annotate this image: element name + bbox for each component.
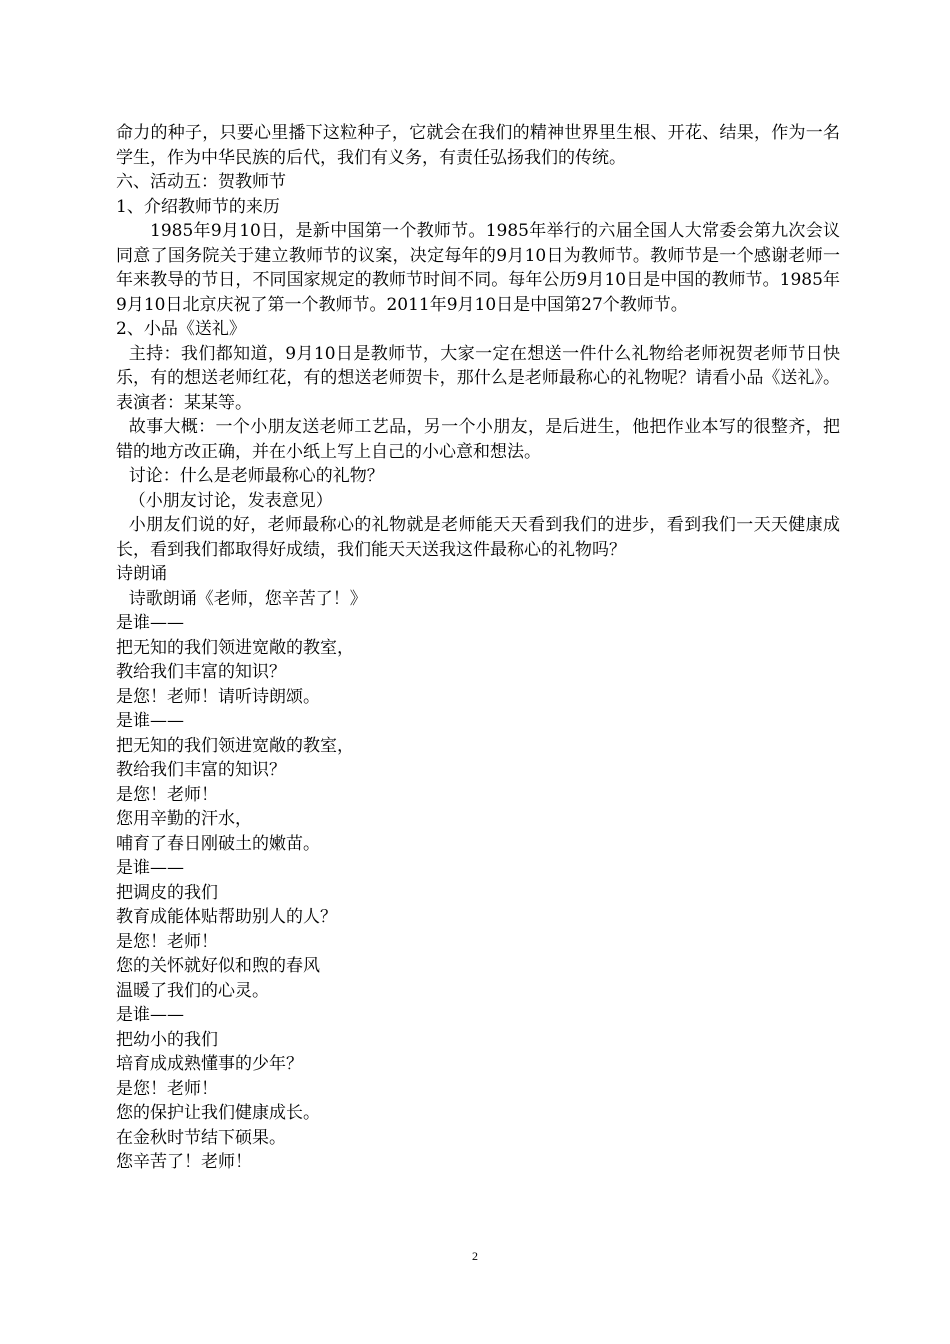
poem-line: 把幼小的我们	[116, 1029, 218, 1050]
subsection-heading-history: 1、介绍教师节的来历	[116, 196, 280, 217]
poem-line: 是您！老师！	[116, 784, 218, 805]
poem-line: 是谁——	[116, 1005, 184, 1025]
poem-title: 诗歌朗诵《老师，您辛苦了！》	[128, 588, 367, 609]
history-paragraph: 1985年9月10日，是新中国第一个教师节。1985年举行的六届全国人大常委会第九次会议同意了国务院关于建立教师节的议案，决定每年的9月10日为教师节。教师节是一个感谢老师一年来教导的节日，不同国家规定的教师节时间不同。每年公历9月10日是中国的教师节。1985年9月10日北京庆祝了第一个教师节。2011年9月10日是中国第27个教师节。	[116, 221, 840, 315]
opening-paragraph: 命力的种子，只要心里播下这粒种子，它就会在我们的精神世界里生根、开花、结果，作为一名学生，作为中华民族的后代，我们有义务，有责任弘扬我们的传统。	[116, 123, 840, 168]
poem-line: 在金秋时节结下硕果。	[116, 1127, 286, 1148]
poem-body	[116, 611, 840, 1175]
poem-line: 把无知的我们领进宽敞的教室，	[116, 637, 354, 658]
poem-line: 是您！老师！	[116, 1078, 218, 1099]
subsection-heading-skit: 2、小品《送礼》	[116, 319, 246, 339]
poem-line: 您用辛勤的汗水，	[116, 809, 252, 829]
poem-line: 教给我们丰富的知识？	[116, 760, 286, 780]
poem-line: 教育成能体贴帮助别人的人？	[116, 907, 337, 927]
poem-line: 是谁——	[116, 858, 184, 878]
poem-line: 您辛苦了！老师！	[116, 1152, 252, 1172]
story-paragraph: 故事大概：一个小朋友送老师工艺品，另一个小朋友，是后进生，他把作业本写的很整齐，把错的地方改正确，并在小纸上写上自己的小心意和想法。	[116, 417, 840, 462]
poem-line: 是您！老师！请听诗朗颂。	[116, 686, 320, 707]
poem-line: 教给我们丰富的知识？	[116, 662, 286, 682]
poem-heading: 诗朗诵	[116, 564, 167, 584]
poem-line: 培育成成熟懂事的少年？	[116, 1054, 303, 1074]
poem-line: 哺育了春日刚破土的嫩苗。	[116, 833, 320, 854]
poem-line: 是谁——	[116, 711, 184, 731]
poem-line: 是谁——	[116, 613, 184, 633]
document-page	[116, 121, 840, 1175]
poem-line: 是您！老师！	[116, 931, 218, 952]
section-heading: 六、活动五：贺教师节	[116, 172, 286, 192]
poem-line: 把调皮的我们	[116, 882, 218, 903]
page-number: 2	[472, 1249, 478, 1263]
poem-line: 您的保护让我们健康成长。	[116, 1103, 320, 1123]
host-paragraph: 主持：我们都知道，9月10日是教师节，大家一定在想送一件什么礼物给老师祝贺老师节日快乐，有的想送老师红花，有的想送老师贺卡，那什么是老师最称心的礼物呢？请看小品《送礼》。表演者：某某等。	[116, 343, 840, 413]
poem-line: 温暖了我们的心灵。	[116, 980, 269, 1001]
discussion-note: （小朋友讨论，发表意见）	[128, 490, 333, 511]
conclusion-paragraph: 小朋友们说的好，老师最称心的礼物就是老师能天天看到我们的进步，看到我们一天天健康成长，看到我们都取得好成绩，我们能天天送我这件最称心的礼物吗？	[116, 515, 840, 560]
poem-line: 您的关怀就好似和煦的春风	[116, 956, 320, 976]
discussion-question: 讨论：什么是老师最称心的礼物？	[128, 466, 384, 486]
poem-line: 把无知的我们领进宽敞的教室，	[116, 735, 354, 756]
